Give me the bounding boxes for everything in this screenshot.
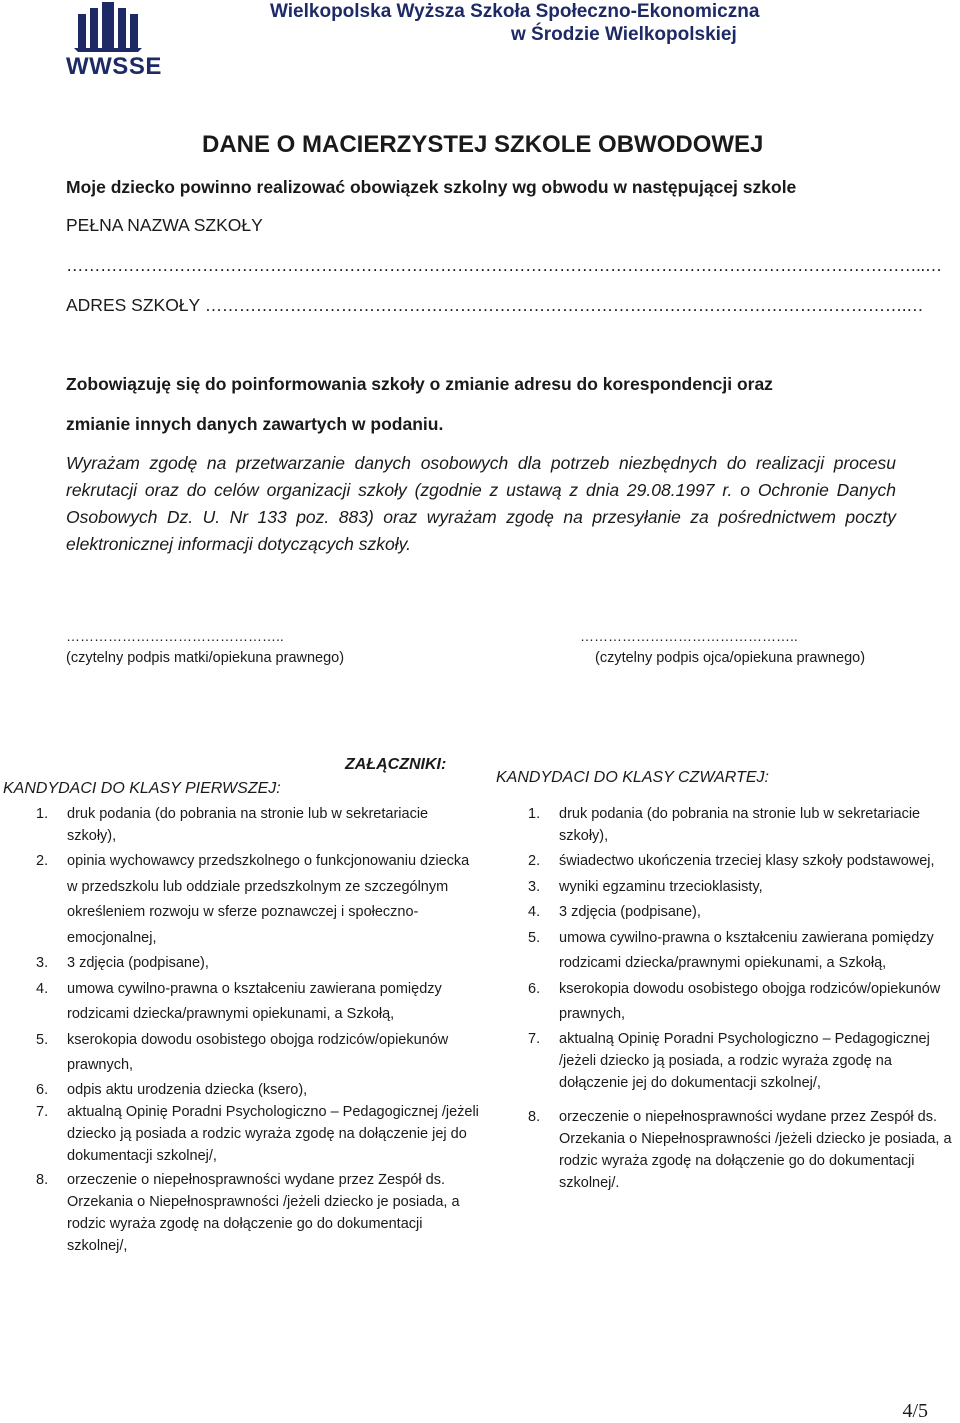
list-item: 1. druk podania (do pobrania na stronie lub w sekretariacie szkoły), xyxy=(36,806,429,844)
list-item: 5. kserokopia dowodu osobistego obojga rodziców/opiekunów prawnych, xyxy=(36,1031,449,1073)
first-grade-list xyxy=(36,803,481,1257)
mother-signature-line: ……………………………………….. xyxy=(66,628,284,644)
school-name-label: PEŁNA NAZWA SZKOŁY xyxy=(66,215,263,235)
school-name-field: ……………………………………………………………………………………………………………………………………..… xyxy=(66,255,942,275)
obligation-line-1: Zobowiązuję się do poinformowania szkoły o zmianie adresu do korespondencji oraz xyxy=(66,374,773,394)
organization-name xyxy=(270,0,759,46)
list-item: 3. 3 zdjęcia (podpisane), xyxy=(36,955,209,971)
mother-signature-label: (czytelny podpis matki/opiekuna prawnego) xyxy=(66,650,345,666)
father-signature-label: (czytelny podpis ojca/opiekuna prawnego) xyxy=(595,650,866,666)
obligation-line-2: zmianie innych danych zawartych w podaniu. xyxy=(66,414,444,434)
organization-name-line2: w Środzie Wielkopolskiej xyxy=(511,24,737,45)
list-item: 1. druk podania (do pobrania na stronie lub w sekretariacie szkoły), xyxy=(528,806,921,844)
list-item: 6. kserokopia dowodu osobistego obojga rodziców/opiekunów prawnych, xyxy=(528,980,941,1022)
list-item: 5. umowa cywilno-prawna o kształceniu zawierana pomiędzy rodzicami dziecka/prawnymi opiekunami, a Szkołą, xyxy=(528,929,934,971)
list-item: 2. świadectwo ukończenia trzeciej klasy szkoły podstawowej, xyxy=(528,853,935,869)
attachments-title: ZAŁĄCZNIKI: xyxy=(345,756,447,773)
fourth-grade-list xyxy=(528,803,958,1194)
school-address-label-text: ADRES SZKOŁY xyxy=(66,295,200,315)
list-item: 3. wyniki egzaminu trzecioklasisty, xyxy=(528,878,763,895)
page-title: DANE O MACIERZYSTEJ SZKOLE OBWODOWEJ xyxy=(202,131,764,158)
school-address-label xyxy=(66,295,923,316)
intro-text: Moje dziecko powinno realizować obowiązek szkolny wg obwodu w następującej szkole xyxy=(66,177,797,197)
list-item: 8. orzeczenie o niepełnosprawności wydane przez Zespół ds. Orzekania o Niepełnosprawności /jeżeli dziecko je posiada, a rodzic wyraża zgodę na dołączenie go do dokumentacji szkolnej/. xyxy=(528,1108,952,1191)
first-grade-heading: KANDYDACI DO KLASY PIERWSZEJ: xyxy=(3,780,281,797)
list-item: 4. umowa cywilno-prawna o kształceniu zawierana pomiędzy rodzicami dziecka/prawnymi opiekunami, a Szkołą, xyxy=(36,980,442,1022)
list-item: 4. 3 zdjęcia (podpisane), xyxy=(528,904,701,920)
list-item: 7. aktualną Opinię Poradni Psychologiczno – Pedagogicznej /jeżeli dziecko ją posiada a rodzic wyraża zgodę na dołączenie jej do dokumentacji szkolnej/, xyxy=(36,1103,479,1164)
consent-paragraph: Wyrażam zgodę na przetwarzanie danych osobowych dla potrzeb niezbędnych do realizacji procesu rekrutacji oraz do celów organizacji szkoły (zgodnie z ustawą z dnia 29.08.1997 r. o Ochronie Danych Osobowych Dz. U. Nr 133 poz. 883) oraz wyrażam zgodę na przesyłanie za pośrednictwem poczty elektronicznej informacji dotyczących szkoły. xyxy=(66,453,896,554)
page-number: 4/5 xyxy=(902,1400,928,1422)
organization-name-line1: Wielkopolska Wyższa Szkoła Społeczno-Ekonomiczna xyxy=(270,1,760,22)
father-signature-line: ……………………………………….. xyxy=(580,628,798,644)
list-item: 7. aktualną Opinię Poradni Psychologiczno – Pedagogicznej /jeżeli dziecko ją posiada, a rodzic wyraża zgodę na dołączenie jej do dokumentacji szkolnej/, xyxy=(528,1030,930,1091)
fourth-grade-heading: KANDYDACI DO KLASY CZWARTEJ: xyxy=(496,769,769,786)
list-item: 6. odpis aktu urodzenia dziecka (ksero), xyxy=(36,1081,308,1098)
list-item: 8. orzeczenie o niepełnosprawności wydane przez Zespół ds. Orzekania o Niepełnosprawności /jeżeli dziecko je posiada, a rodzic wyraża zgodę na dołączenie go do dokumentacji szkolnej/, xyxy=(36,1171,460,1254)
logo-text: WWSSE xyxy=(66,53,162,80)
list-item: 2. opinia wychowawcy przedszkolnego o funkcjonowaniu dziecka w przedszkolu lub oddziale przedszkolnym ze szczególnym określeniem rozwoju w sferze poznawczej i społeczno-emocjonalnej, xyxy=(36,853,470,946)
school-address-field: …………………………………………………………………………………………………………….… xyxy=(204,295,924,315)
